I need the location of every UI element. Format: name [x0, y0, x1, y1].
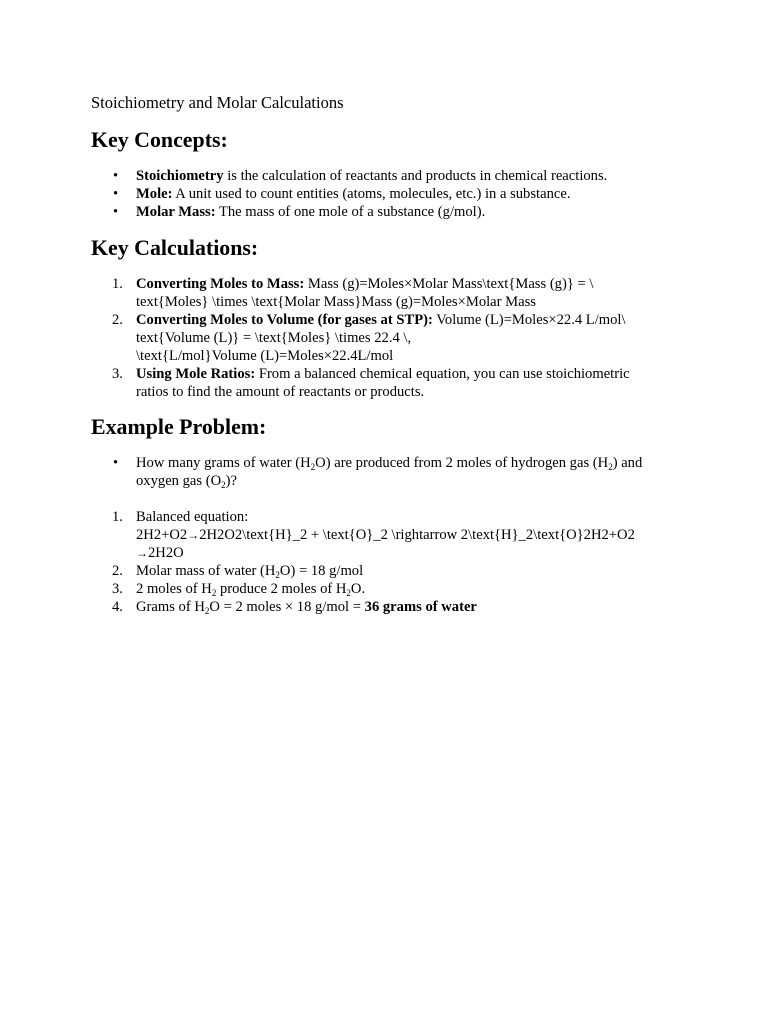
example-problem-heading: Example Problem:	[91, 414, 267, 439]
arrow-icon: →	[136, 546, 148, 560]
list-item: 1. Balanced equation: 2H2+O2→2H2O2\text{H}_2 + \text{O}_2 \rightarrow 2\text{H}_2\text{O}2H2+O2 →2H2O	[112, 509, 635, 561]
list-item: • Mole: A unit used to count entities (atoms, molecules, etc.) in a substance.	[0, 185, 656, 203]
list-item: 3. Using Mole Ratios: From a balanced chemical equation, you can use stoichiometric ratios to find the amount of reactants or products.	[112, 366, 630, 400]
key-concepts-heading: Key Concepts:	[91, 127, 228, 152]
list-item: 2. Molar mass of water $(H_2O) = 18$ g/mol	[112, 563, 364, 580]
list-item: • Molar Mass: The mass of one mole of a substance (g/mol).	[0, 203, 656, 221]
list-item: • How many grams of water $(H_2O)$ are produced from 2 moles of hydrogen gas $(H_2)$ and oxygen gas $(O_2)$?	[0, 454, 656, 490]
list-item: 2. Converting Moles to Volume (for gases at STP): Volume (L)=Moles×22.4 L/mol\ text{Volume (L)} = \text{Moles} \times 22.4 \, \text{L/mol}Volume (L)=Moles×22.4L/mol	[112, 312, 626, 364]
key-calculations-list	[0, 275, 768, 401]
arrow-icon: →	[187, 528, 200, 542]
key-concepts-list	[0, 167, 768, 221]
example-question-list	[0, 454, 768, 490]
solution-steps-list	[0, 508, 768, 616]
list-item: 3. 2 moles of $H_2$ produce 2 moles of $H_2O$.	[112, 581, 366, 598]
list-item: 4. Grams of $H_2O = 2$ moles × 18 g/mol = 36 grams of water	[112, 599, 477, 616]
list-item: 1. Converting Moles to Mass: Mass (g)=Moles×Molar Mass\text{Mass (g)} = \ text{Moles} \times \text{Molar Mass}Mass (g)=Moles×Molar Mass	[112, 276, 594, 310]
list-item: • Stoichiometry is the calculation of reactants and products in chemical reactions.	[0, 167, 656, 185]
page-title: Stoichiometry and Molar Calculations	[91, 93, 344, 112]
key-calculations-heading: Key Calculations:	[91, 235, 259, 260]
